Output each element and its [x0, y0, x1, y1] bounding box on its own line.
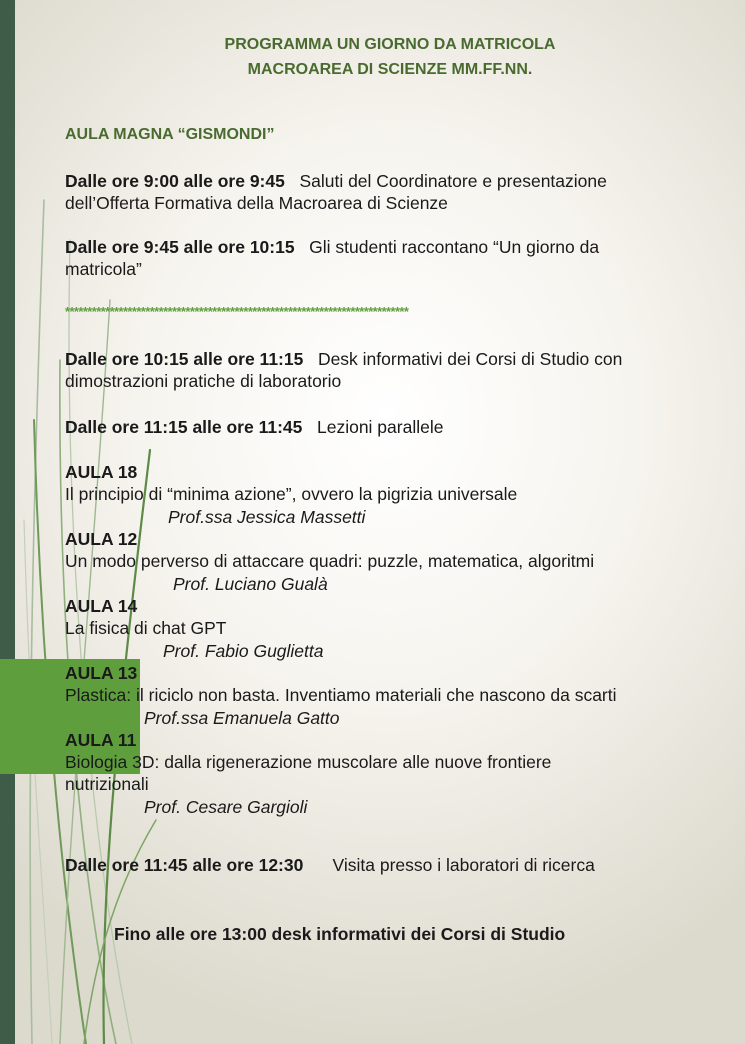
session-1-time: Dalle ore 9:00 alle ore 9:45	[65, 171, 285, 191]
lesson-4-speaker: Prof.ssa Emanuela Gatto	[144, 708, 340, 728]
session-3-time: Dalle ore 10:15 alle ore 11:15	[65, 349, 304, 369]
separator-stars: *****************************************************************************	[65, 304, 409, 319]
closing-note: Fino alle ore 13:00 desk informativi dei Corsi di Studio	[114, 924, 566, 944]
lesson-4-room: AULA 13	[65, 663, 138, 683]
session-5-line	[65, 855, 595, 876]
session-2-line1	[65, 237, 599, 258]
lesson-1-title: Il principio di “minima azione”, ovvero la pigrizia universale	[65, 484, 518, 504]
session-3-desc-line2: dimostrazioni pratiche di laboratorio	[65, 371, 342, 391]
lesson-5-speaker: Prof. Cesare Gargioli	[144, 797, 308, 817]
session-4-desc: Lezioni parallele	[316, 417, 444, 437]
session-1-desc-line2: dell’Offerta Formativa della Macroarea di Scienze	[65, 193, 448, 213]
lesson-2-speaker: Prof. Luciano Gualà	[173, 574, 328, 594]
program-title: PROGRAMMA UN GIORNO DA MATRICOLA	[224, 36, 556, 53]
lesson-2-title: Un modo perverso di attaccare quadri: puzzle, matematica, algoritmi	[65, 551, 595, 571]
lesson-5-title-line2: nutrizionali	[65, 774, 149, 794]
session-4-line	[65, 417, 443, 438]
session-1-desc: Saluti del Coordinatore e presentazione	[299, 171, 607, 191]
lesson-3-room: AULA 14	[65, 596, 138, 616]
venue-heading: AULA MAGNA “GISMONDI”	[65, 126, 275, 143]
lesson-3-speaker: Prof. Fabio Guglietta	[163, 641, 324, 661]
lesson-1-speaker: Prof.ssa Jessica Massetti	[168, 507, 366, 527]
lesson-5-room: AULA 11	[65, 730, 137, 750]
lesson-3-title: La fisica di chat GPT	[65, 618, 227, 638]
lesson-4-title: Plastica: il riciclo non basta. Inventiamo materiali che nascono da scarti	[65, 685, 617, 705]
session-2-time: Dalle ore 9:45 alle ore 10:15	[65, 237, 295, 257]
program-subtitle: MACROAREA DI SCIENZE MM.FF.NN.	[247, 61, 533, 78]
session-4-time: Dalle ore 11:15 alle ore 11:45	[65, 417, 303, 437]
lesson-5-title: Biologia 3D: dalla rigenerazione muscolare alle nuove frontiere	[65, 752, 552, 772]
session-5-desc: Visita presso i laboratori di ricerca	[332, 855, 595, 875]
session-2-desc: Gli studenti raccontano “Un giorno da	[309, 237, 600, 257]
session-5-time: Dalle ore 11:45 alle ore 12:30	[65, 855, 304, 875]
lesson-2-room: AULA 12	[65, 529, 138, 549]
session-3-line1	[65, 349, 622, 370]
session-2-desc-line2: matricola”	[65, 259, 142, 279]
session-1-line1	[65, 171, 607, 192]
session-3-desc: Desk informativi dei Corsi di Studio con	[317, 349, 623, 369]
lesson-1-room: AULA 18	[65, 462, 138, 482]
